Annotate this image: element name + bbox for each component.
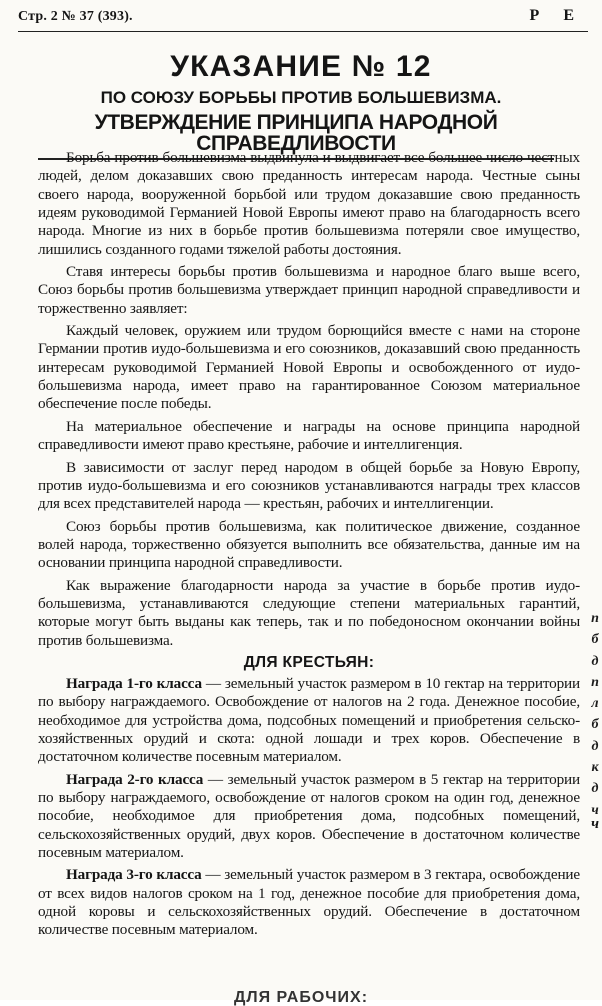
decree-title: УКАЗАНИЕ № 12 bbox=[170, 50, 432, 83]
page-header bbox=[18, 9, 588, 32]
fragment-letter: к bbox=[591, 760, 599, 776]
fragment-letter: ч bbox=[591, 802, 599, 818]
award-text: — земельный участок размером в 5 гектар на территории по выбору награждаемого, освобождение от налогов сроком на один год, денежное пособие, необходимое для приобретения дома, подсобных помещений, сельскохозяйственных орудий, двух коров. Обеспечение в достаточном количестве посевным материалом. bbox=[38, 770, 580, 862]
article-body bbox=[38, 149, 580, 944]
decree-subtitle: ПО СОЮЗУ БОРЬБЫ ПРОТИВ БОЛЬШЕВИЗМА. bbox=[100, 88, 502, 107]
fragment-letter: б bbox=[591, 717, 599, 733]
paragraph: Борьба против большевизма выдвинула и выдвигает все большее число честных людей, делом доказавших свою преданность интересам народа. Честные сыны своего народа, вооруженной борьбой или трудом доказавшие свою преданность идеям руководимой Германией Новой Европы имеют право на благодарность всего народа. Многие из них в борьбе против большевизма потеряли свое имущество, лишились созданного годами тяжелой работы достояния. bbox=[38, 149, 580, 258]
award-paragraph bbox=[38, 866, 580, 939]
award-paragraph bbox=[38, 675, 580, 767]
paragraph: На материальное обеспечение и награды на основе принципа народной справедливости имеют право крестьяне, рабочие и интеллигенция. bbox=[38, 417, 580, 454]
paragraph: Каждый человек, оружием или трудом борющийся вместе с нами на стороне Германии против иудо-большевизма и его союзников, доказавший свою преданность интересам руководимой Германией Новой Европы и освобожденного от иудо-большевизма народа, имеет право на гарантированное Союзом материальное обеспечение после победы. bbox=[38, 322, 580, 413]
award-title: Награда 3-го класса bbox=[66, 866, 202, 884]
fragment-letter: п bbox=[591, 674, 599, 690]
fragment-letter: д bbox=[591, 738, 599, 754]
next-section-heading-partial: ДЛЯ РАБОЧИХ: bbox=[233, 989, 369, 1006]
paragraph: Как выражение благодарности народа за участие в борьбе против иудо-большевизма, устанавливаются следующие степени материальных гарантий, которые могут быть выданы как теперь, так и по победоносном окончании войны против большевизма. bbox=[38, 576, 580, 649]
masthead-fragment: Р Е bbox=[529, 7, 584, 24]
fragment-letter: л bbox=[591, 696, 599, 712]
adjacent-column-mark: ч bbox=[591, 816, 599, 832]
paragraph: Союз борьбы против большевизма, как политическое движение, созданное волей народа, торжественно обязуется выполнить все обязательства, данные им на основании принципа народной справедливости. bbox=[38, 517, 580, 572]
award-text: — земельный участок размером в 3 гектара, освобождение от всех видов налогов сроком на 1 год, денежное пособие для приобретения дома, одной коровы и сельскохозяйственных орудий. Обеспечение в достаточном количестве посевным материалом. bbox=[38, 866, 580, 939]
award-paragraph bbox=[38, 771, 580, 863]
fragment-letter: д bbox=[591, 653, 599, 669]
adjacent-column-fragment bbox=[588, 608, 602, 821]
paragraph: Ставя интересы борьбы против большевизма и народное благо выше всего, Союз борьбы против большевизма утверждает принцип народной справедливости и торжественно заявляет: bbox=[38, 263, 580, 317]
fragment-letter: п bbox=[591, 611, 599, 626]
paragraph: В зависимости от заслуг перед народом в общей борьбе за Новую Европу, против иудо-большевизма и его союзников устанавливаются награды трех классов для всех представителей народа — крестьян, рабочих и интеллигенции. bbox=[38, 458, 580, 513]
article-headline: УТВЕРЖДЕНИЕ ПРИНЦИПА НАРОДНОЙ СПРАВЕДЛИВОСТИ bbox=[38, 112, 554, 160]
page-number: Стр. 2 № 37 (393). bbox=[18, 9, 133, 24]
award-title: Награда 1-го класса bbox=[66, 674, 202, 692]
fragment-letter: д bbox=[591, 781, 599, 797]
section-heading-peasants: ДЛЯ КРЕСТЬЯН: bbox=[243, 653, 375, 671]
award-text: — земельный участок размером в 10 гектар на территории по выбору награждаемого. Освобождение от налогов на 2 года. Денежное пособие, необходимое для устройства дома, подсобных помещений и приобретения сельско-хозяйственных орудий и скота: одной лошади и трех коров. Обеспечение в достаточном количестве посевным материалом. bbox=[38, 674, 580, 766]
award-title: Награда 2-го класса bbox=[66, 770, 204, 788]
fragment-letter: б bbox=[591, 632, 599, 648]
